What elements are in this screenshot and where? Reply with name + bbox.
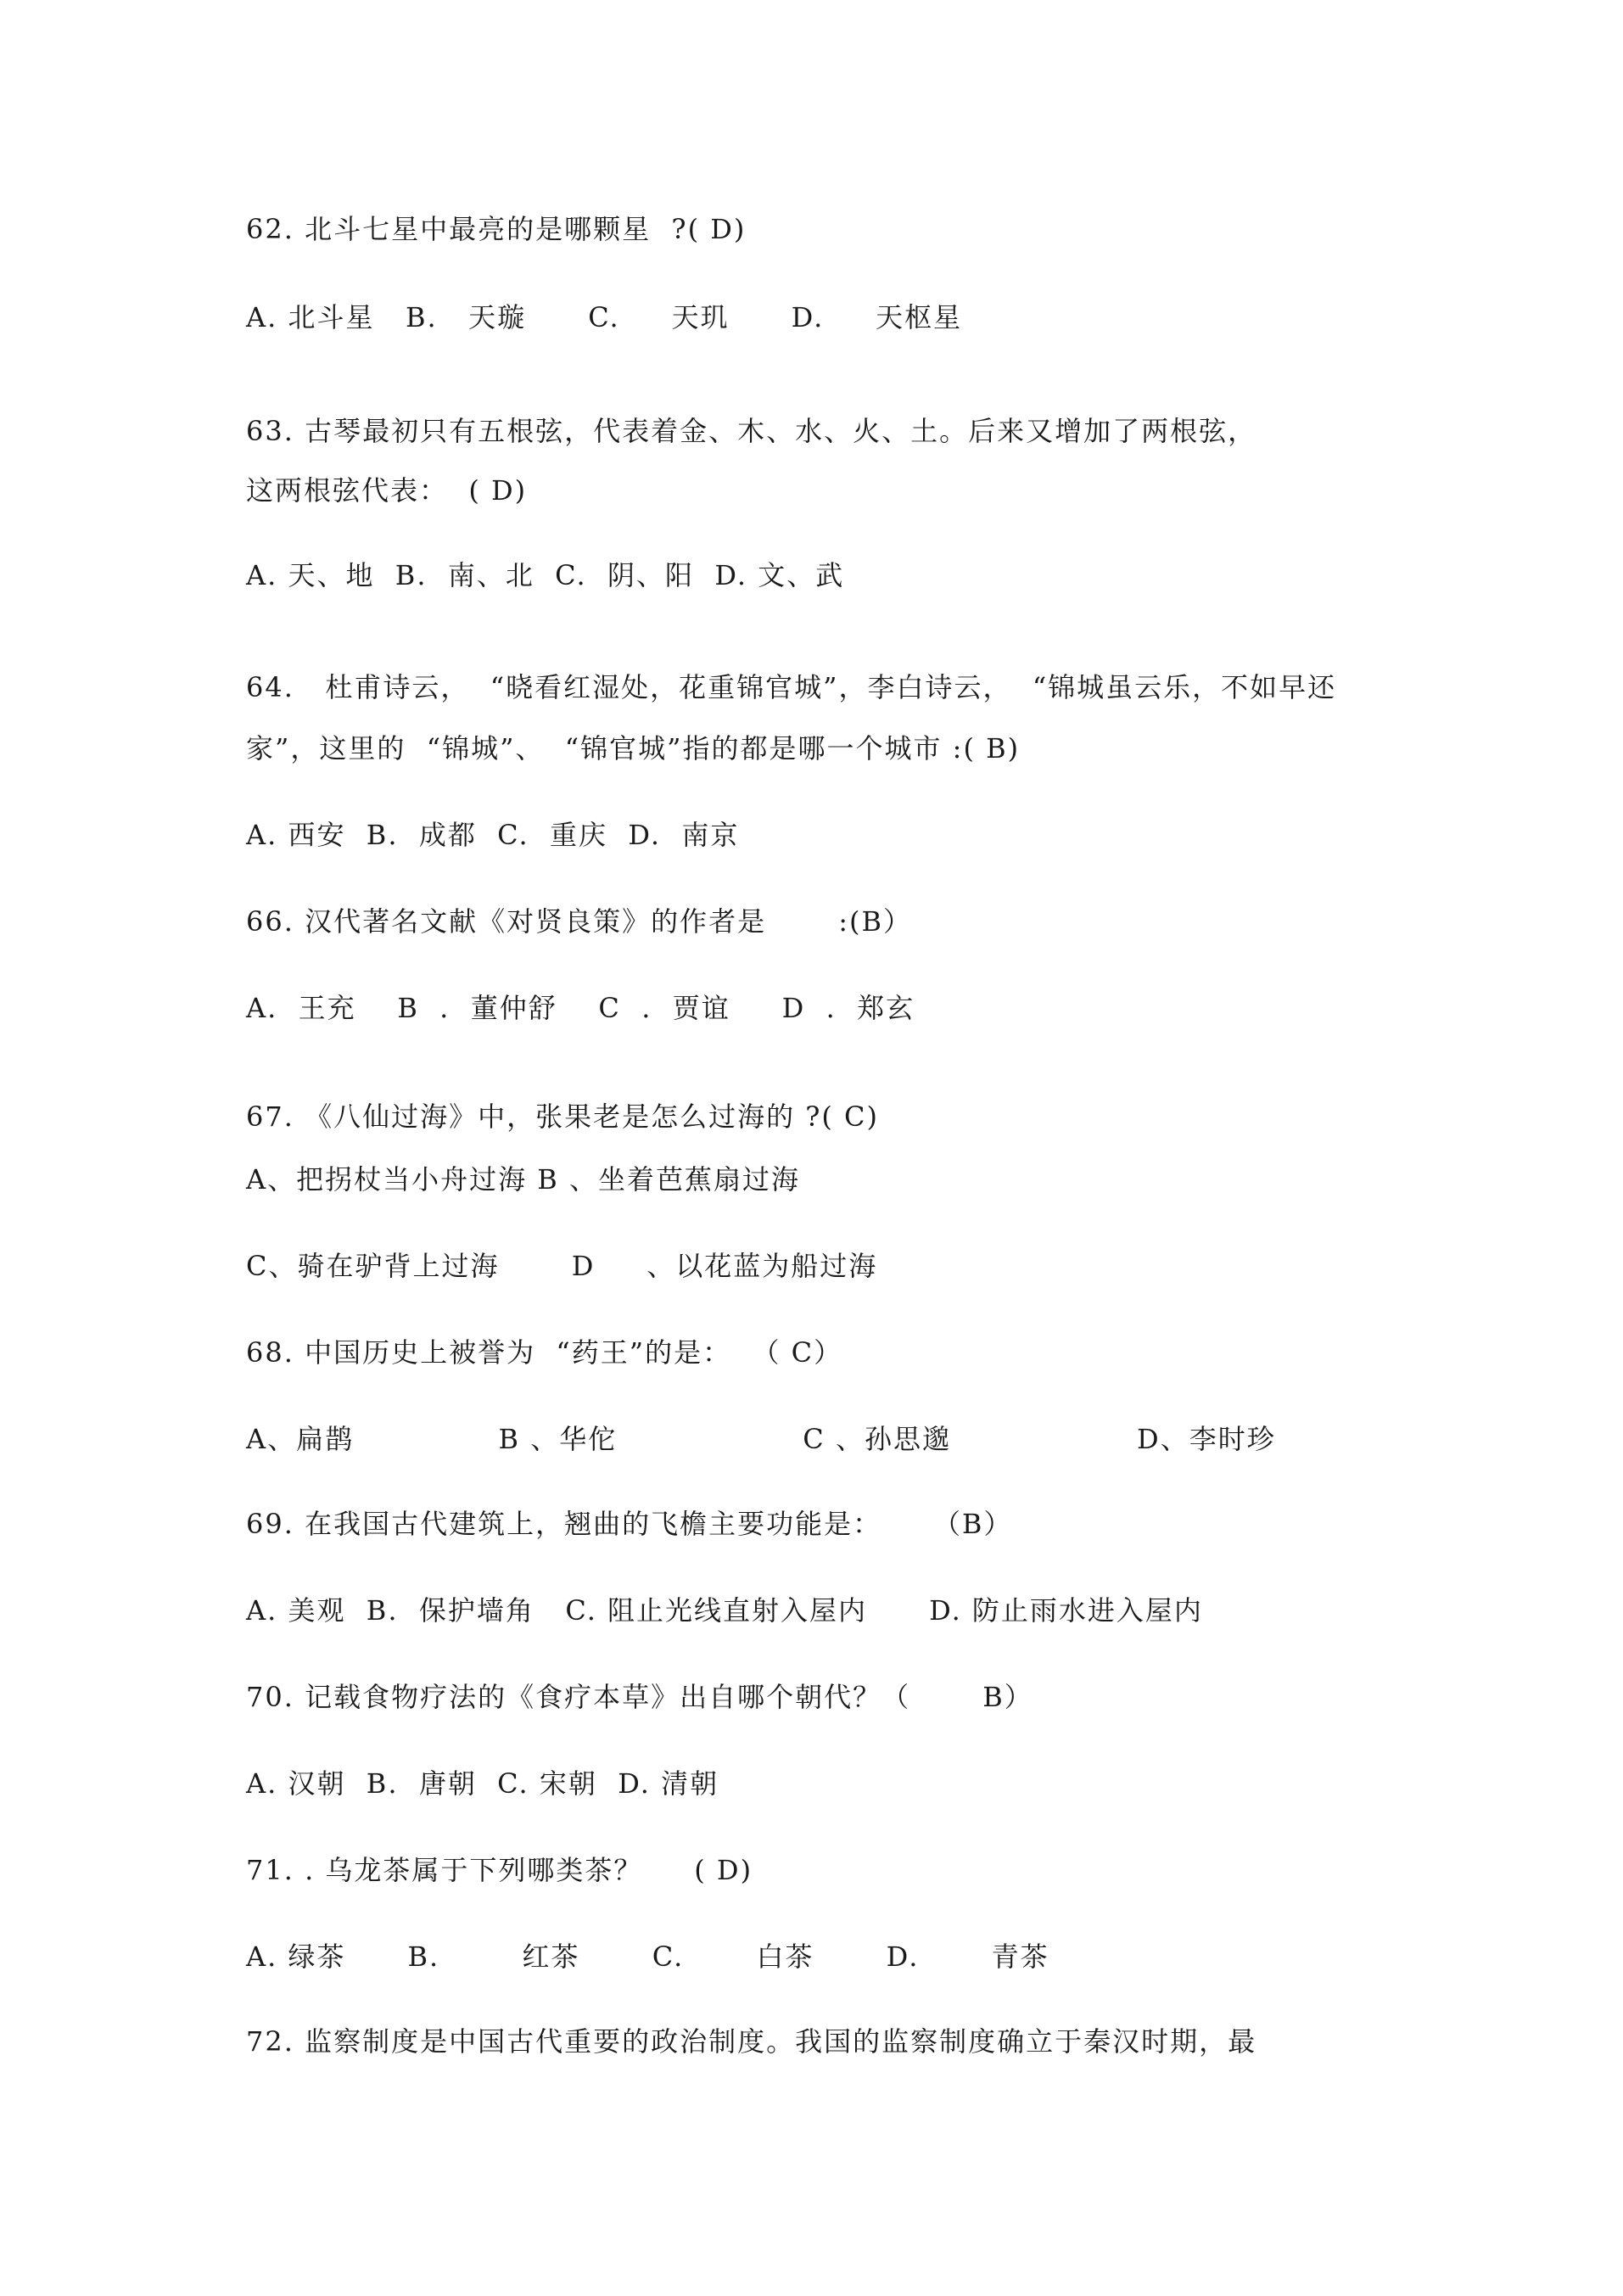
options-70: A. 汉朝 B. 唐朝 C. 宋朝 D. 清朝 bbox=[246, 1767, 719, 1800]
question-63-line-1: 63. 古琴最初只有五根弦，代表着金、木、水、火、土。后来又增加了两根弦， bbox=[246, 415, 1257, 447]
question-64-line-1: 64. 杜甫诗云， “晓看红湿处，花重锦官城”，李白诗云， “锦城虽云乐，不如早还 bbox=[246, 671, 1337, 703]
question-64-line-2: 家”，这里的 “锦城”、 “锦官城”指的都是哪一个城市 :( B) bbox=[246, 732, 1021, 764]
question-72: 72. 监察制度是中国古代重要的政治制度。我国的监察制度确立于秦汉时期，最 bbox=[246, 2025, 1257, 2058]
question-66: 66. 汉代著名文献《对贤良策》的作者是 :(B） bbox=[246, 905, 913, 938]
question-69: 69. 在我国古代建筑上，翘曲的飞檐主要功能是： （B） bbox=[246, 1508, 1013, 1540]
options-66: A. 王充 B . 董仲舒 C . 贾谊 D . 郑玄 bbox=[246, 992, 915, 1024]
options-69: A. 美观 B. 保护墙角 C. 阻止光线直射入屋内 D. 防止雨水进入屋内 bbox=[246, 1594, 1203, 1627]
options-68: A、扁鹊 B 、华佗 C 、孙思邈 D、李时珍 bbox=[246, 1423, 1276, 1455]
question-63-line-2: 这两根弦代表： ( D) bbox=[246, 474, 528, 507]
options-64: A. 西安 B. 成都 C. 重庆 D. 南京 bbox=[246, 819, 740, 851]
options-63: A. 天、地 B. 南、北 C. 阴、阳 D. 文、武 bbox=[246, 559, 845, 591]
question-70: 70. 记载食物疗法的《食疗本草》出自哪个朝代？（ B） bbox=[246, 1681, 1033, 1713]
question-68: 68. 中国历史上被誉为 “药王”的是： （ C） bbox=[246, 1336, 843, 1369]
options-62: A. 北斗星 B. 天璇 C. 天玑 D. 天枢星 bbox=[246, 301, 963, 333]
option-67-cd: C、骑在驴背上过海 D 、以花蓝为船过海 bbox=[246, 1250, 878, 1282]
question-62: 62. 北斗七星中最亮的是哪颗星 ?( D) bbox=[246, 213, 747, 245]
question-67: 67. 《八仙过海》中，张果老是怎么过海的 ?( C) bbox=[246, 1100, 880, 1133]
option-67-ab: A、把拐杖当小舟过海 B 、坐着芭蕉扇过海 bbox=[246, 1163, 800, 1196]
question-71: 71. . 乌龙茶属于下列哪类茶？ ( D) bbox=[246, 1854, 753, 1886]
options-71: A. 绿茶 B. 红茶 C. 白茶 D. 青茶 bbox=[246, 1940, 1049, 1973]
